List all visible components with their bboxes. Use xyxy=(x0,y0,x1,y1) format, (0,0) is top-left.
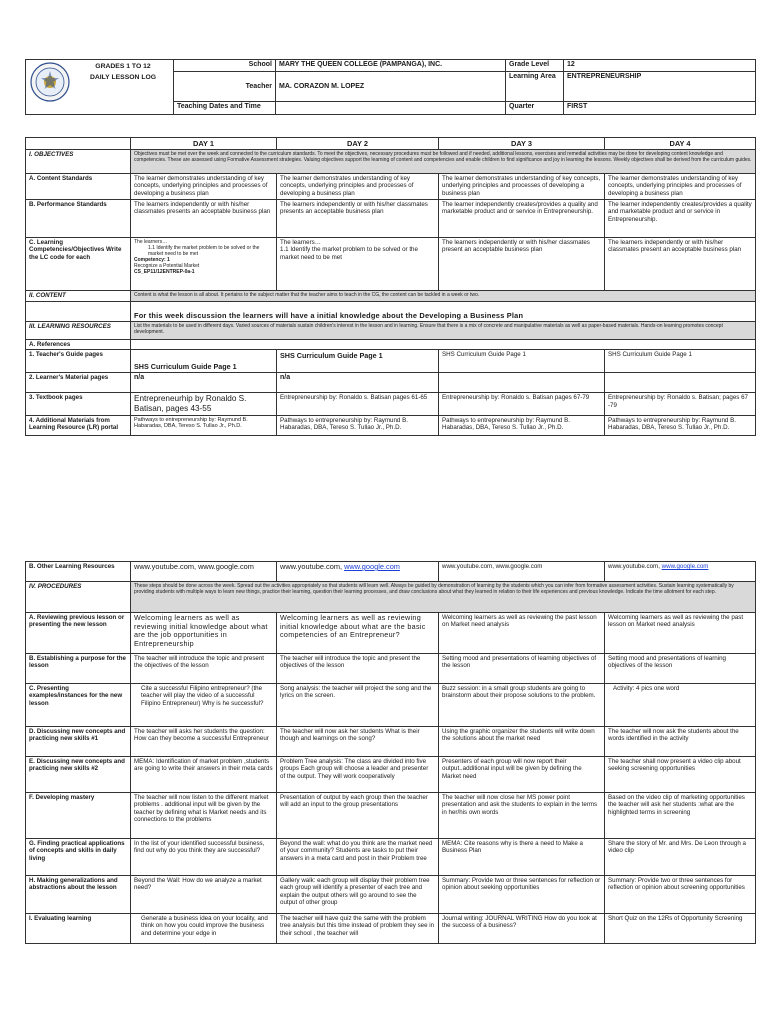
procedure-e-day2: Problem Tree analysis: The class are divided into five groups Each group will choose a leader and presenter of the output. They will work cooperatively xyxy=(277,757,439,793)
procedure-e-day1: MEMA: Identification of market problem ,students are going to write their answers in their meta cards xyxy=(131,757,277,793)
title-line-1: GRADES 1 TO 12 xyxy=(95,63,151,70)
learners-material-day4 xyxy=(605,373,756,393)
procedure-g-day2: Beyond the wall: what do you think are the market need of your community? Students are tasks to put their answers in a meta card and post in their Problem tree xyxy=(277,839,439,876)
procedure-b-day4: Setting mood and presentations of learning objectives of the lesson xyxy=(605,654,756,684)
quarter-value: FIRST xyxy=(564,102,756,115)
procedure-a-day4: Welcoming learners as well as reviewing the past lesson on Market need analysis xyxy=(605,613,756,654)
procedure-i-day4: Short Quiz on the 12Rs of Opportunity Screening xyxy=(605,914,756,944)
teachers-guide-day3: SHS Curriculum Guide Page 1 xyxy=(439,350,605,373)
procedure-f-day4: Based on the video clip of marketing opportunities the teacher will ask her students :what are the highlighted terms in screening xyxy=(605,793,756,839)
content-label: II. CONTENT xyxy=(26,291,131,302)
competencies-day2 xyxy=(277,238,439,291)
objectives-note: Objectives must be met over the week and connected to the curriculum standards. To meet the objectives, necessary procedures must be followed and if needed, additional lessons, exercises and remedial activities may be done for developing content knowledge and competencies. These are assessed using Formative Assessment strategies. Valuing objectives support the learning of content and competencies and enable children to find significance and joy in learning the lessons. Weekly objectives shall be derived from the curriculum guides. xyxy=(131,150,756,174)
teachers-guide-day1: SHS Curriculum Guide Page 1 xyxy=(131,350,277,373)
log-title xyxy=(26,60,174,115)
teachers-guide-day2: SHS Curriculum Guide Page 1 xyxy=(277,350,439,373)
content-standards-day4: The learner demonstrates understanding of key concepts, underlying principles and processes of developing a business plan xyxy=(605,174,756,200)
textbook-label: 3. Textbook pages xyxy=(26,393,131,415)
google-link-day2[interactable]: www.google.com xyxy=(344,562,400,571)
additional-materials-day3: Pathways to entrepreneurship by: Raymund B. Habaradas, DBA, Tereso S. Tullao Jr., Ph.D. xyxy=(439,415,605,435)
learning-area-label: Learning Area xyxy=(506,72,564,102)
content-standards-day3: The learner demonstrates understanding of key concepts, underlying principles and processes of developing a business plan xyxy=(439,174,605,200)
learners-material-label: 2. Learner's Material pages xyxy=(26,373,131,393)
teacher-label: Teacher xyxy=(174,72,276,102)
procedure-f-day1: The teacher will now listen to the different market problems . additional input will be given by the teacher by defining what is Market needs and its connections to the problems xyxy=(131,793,277,839)
day-header-3: DAY 3 xyxy=(439,138,605,150)
procedure-row xyxy=(26,793,756,839)
procedure-c-label: C. Presenting examples/instances for the new lesson xyxy=(26,684,131,727)
competencies-day1-item: 1.1 Identify the market problem to be solved or the market need to be met xyxy=(148,245,260,257)
dates-value xyxy=(276,102,506,115)
procedure-a-day3: Welcoming learners as well as reviewing the past lesson on Market need analysis xyxy=(439,613,605,654)
procedure-row xyxy=(26,757,756,793)
procedure-h-label: H. Making generalizations and abstractions about the lesson xyxy=(26,876,131,914)
procedures-note: These steps should be done across the week. Spread out the activities appropriately so that students will learn well. Always be guided by demonstration of learning by the students which you can infer from formative assessment activities. Sustain learning systematically by providing students with multiple ways to learn new things, practice their learning, question their learning processes, and draw conclusions about what they learned in relation to their life experiences and previous knowledge. Indicate the time allotment for each step. xyxy=(131,582,756,613)
competencies-day2-intro: The learners… xyxy=(280,239,321,246)
performance-standards-label: B. Performance Standards xyxy=(26,200,131,238)
learners-material-day1: n/a xyxy=(131,373,277,393)
other-resources-day1: www.youtube.com, www.google.com xyxy=(131,562,277,582)
competencies-day1-comp: Competency: 1 xyxy=(134,257,170,263)
procedure-f-label: F. Developing mastery xyxy=(26,793,131,839)
procedure-e-day3: Presenters of each group will now report their output..additional input will be given by defining the Market need xyxy=(439,757,605,793)
learners-material-day3 xyxy=(439,373,605,393)
content-headline-label-cell xyxy=(26,302,131,322)
procedure-d-day1: The teacher will asks her students the question: How can they become a successful Entrepreneur xyxy=(131,727,277,757)
procedure-h-day2: Gallery walk: each group will display their problem tree each group will identify a presenter of each tree and explain the output others will go around to see the output of other group xyxy=(277,876,439,914)
dates-label: Teaching Dates and Time xyxy=(174,102,276,115)
procedure-g-label: G. Finding practical applications of concepts and skills in daily living xyxy=(26,839,131,876)
textbook-day1: Entrepreneurhip by Ronaldo S. Batisan, pages 43-55 xyxy=(131,393,277,415)
other-resources-day2 xyxy=(277,562,439,582)
references-spacer xyxy=(131,340,756,350)
procedure-e-label: E. Discussing new concepts and practicing new skills #2 xyxy=(26,757,131,793)
procedure-d-day2: The teacher will now ask her students What is their though and learnings on the song? xyxy=(277,727,439,757)
procedure-g-day3: MEMA: Cite reasons why is there a need to Make a Business Plan xyxy=(439,839,605,876)
grade-value: 12 xyxy=(564,60,756,72)
procedure-a-day1: Welcoming learners as well as reviewing initial knowledge about what are the job opportunities in Entrepreneurship xyxy=(131,613,277,654)
google-link-day4[interactable]: www.google.com xyxy=(661,563,709,570)
procedure-e-day4: The teacher shall now present a video clip about seeking screening opportunities xyxy=(605,757,756,793)
quarter-label: Quarter xyxy=(506,102,564,115)
procedure-b-label: B. Establishing a purpose for the lesson xyxy=(26,654,131,684)
performance-standards-day2: The learners independently or with his/her classmates presents an acceptable business plan xyxy=(277,200,439,238)
procedure-row xyxy=(26,914,756,944)
performance-standards-day3: The learner independently creates/provides a quality and marketable product and or service in Entrepreneurship. xyxy=(439,200,605,238)
competencies-label: C. Learning Competencies/Objectives Write the LC code for each xyxy=(26,238,131,291)
procedure-g-day4: Share the story of Mr. and Mrs. De Leon through a video clip xyxy=(605,839,756,876)
teachers-guide-label: 1. Teacher's Guide pages xyxy=(26,350,131,373)
teacher-value: MA. CORAZON M. LOPEZ xyxy=(276,72,506,102)
procedure-h-day1: Beyond the Wall: How do we analyze a market need? xyxy=(131,876,277,914)
additional-materials-day1: Pathways to entrepreneurship by: Raymund B. Habaradas, DBA, Tereso S. Tullao Jr., Ph.D. xyxy=(131,415,277,435)
procedure-b-day1: The teacher will introduce the topic and present the objectives of the lesson xyxy=(131,654,277,684)
procedure-i-label: I. Evaluating learning xyxy=(26,914,131,944)
learning-area-value: ENTREPRENEURSHIP xyxy=(564,72,756,102)
references-label: A. References xyxy=(26,340,131,350)
content-headline: For this week discussion the learners will have a initial knowledge about the Developing a Business Plan xyxy=(131,302,756,322)
title-line-2: DAILY LESSON LOG xyxy=(89,74,157,81)
procedure-row xyxy=(26,684,756,727)
procedure-row xyxy=(26,654,756,684)
procedure-f-day3: The teacher will now close her MS power point presentation and ask the students to explain in the terms in her/his own words xyxy=(439,793,605,839)
grade-label: Grade Level xyxy=(506,60,564,72)
day-header-1: DAY 1 xyxy=(131,138,277,150)
learners-material-day2: n/a xyxy=(277,373,439,393)
competencies-day1-code: CS_EP11/12ENTREP-0a-1 xyxy=(134,269,195,275)
procedure-a-label: A. Reviewing previous lesson or presenting the new lesson xyxy=(26,613,131,654)
procedure-c-day2: Song analysis: the teacher will project the song and the lyrics on the screen. xyxy=(277,684,439,727)
competencies-day1-intro: The learners… xyxy=(134,239,168,245)
content-note: Content is what the lesson is all about. It pertains to the subject matter that the teacher aims to teach in the CG, the content can be tackled in a week or two. xyxy=(131,291,756,302)
textbook-day4: Entrepreneurship by: Ronaldo s. Batisan; pages 67 -79 xyxy=(605,393,756,415)
procedure-i-day2: The teacher will have quiz the same with the problem tree analysis but this time instead of problem they see in their school , the teacher will xyxy=(277,914,439,944)
procedure-d-day4: The teacher will now ask the students about the words identified in the activity xyxy=(605,727,756,757)
competencies-day3: The learners independently or with his/her classmates present an acceptable business plan xyxy=(439,238,605,291)
competencies-day1-recognize: Recognize a Potential Market xyxy=(134,263,200,269)
other-resources-label: B. Other Learning Resources xyxy=(26,562,131,582)
procedure-a-day2: Welcoming learners as well as reviewing initial knowledge about what are the basic competencies of an Entrepreneur? xyxy=(277,613,439,654)
competencies-day2-item: 1.1 Identify the market problem to be solved or the market need to be met xyxy=(280,246,418,261)
procedure-f-day2: Presentation of output by each group then the teacher will add an input to the group presentations xyxy=(277,793,439,839)
header-table xyxy=(25,59,756,115)
additional-materials-label: 4. Additional Materials from Learning Resource (LR) portal xyxy=(26,415,131,435)
additional-materials-day4: Pathways to entrepreneurship by: Raymund B. Habaradas, DBA, Tereso S. Tullao Jr., Ph.D. xyxy=(605,415,756,435)
day-header-4: DAY 4 xyxy=(605,138,756,150)
procedure-c-day1: Cite a successful Filipino entrepreneur? (the teacher will play the video of a successful Filipino Entrepreneur) Why is he successful? xyxy=(131,684,277,727)
procedure-i-day1: Generate a business idea on your locality, and think on how you could improve the business and determine your edge in xyxy=(131,914,277,944)
content-standards-day1: The learner demonstrates understanding of key concepts, underlying principles and processes of developing a business plan xyxy=(131,174,277,200)
other-resources-day4-youtube: www.youtube.com, xyxy=(608,563,662,570)
learning-resources-note: List the materials to be used in different days. Varied sources of materials sustain children's interest in the lesson and in learning. Ensure that there is a mix of concrete and manipulative materials as well as paper-based materials. Hands-on learning promotes concept development. xyxy=(131,322,756,340)
procedure-h-day4: Summary: Provide two or three sentences for reflection or opinion about screening opportunities xyxy=(605,876,756,914)
other-resources-day4 xyxy=(605,562,756,582)
procedure-b-day3: Setting mood and presentations of learning objectives of the lesson xyxy=(439,654,605,684)
learning-resources-label: III. LEARNING RESOURCES xyxy=(26,322,131,340)
content-standards-day2: The learner demonstrates understanding of key concepts, underlying principles and processes of developing a business plan xyxy=(277,174,439,200)
procedure-d-day3: Using the graphic organizer the students will write down the solutions about the market need xyxy=(439,727,605,757)
school-value: MARY THE QUEEN COLLEGE (PAMPANGA), INC. xyxy=(276,60,506,72)
performance-standards-day1: The learners independently or with his/her classmates presents an acceptable business plan xyxy=(131,200,277,238)
procedure-c-day4: Activity: 4 pics one word xyxy=(605,684,756,727)
procedure-h-day3: Summary: Provide two or three sentences for reflection or opinion about seeking opportunities xyxy=(439,876,605,914)
teachers-guide-day4: SHS Curriculum Guide Page 1 xyxy=(605,350,756,373)
procedure-i-day3: Journal writing: JOURNAL WRITING How do you look at the success of a business? xyxy=(439,914,605,944)
procedure-row xyxy=(26,876,756,914)
other-resources-day2-youtube: www.youtube.com, xyxy=(280,562,345,571)
procedure-row xyxy=(26,839,756,876)
textbook-day3: Entrepreneurship by: Ronaldo s. Batisan pages 67-79 xyxy=(439,393,605,415)
procedure-c-day3: Buzz session: in a small group students are going to brainstorm about their propose solutions to the problem. xyxy=(439,684,605,727)
other-resources-day3: www.youtube.com, www.google.com xyxy=(439,562,605,582)
day-header-2: DAY 2 xyxy=(277,138,439,150)
content-standards-label: A. Content Standards xyxy=(26,174,131,200)
procedure-g-day1: In the list of your identified successful business, find out why do you think they are successful? xyxy=(131,839,277,876)
procedure-row xyxy=(26,727,756,757)
procedure-row xyxy=(26,613,756,654)
objectives-label: I. OBJECTIVES xyxy=(26,150,131,174)
competencies-day4: The learners independently or with his/her classmates present an acceptable business plan xyxy=(605,238,756,291)
procedures-label: IV. PROCEDURES xyxy=(26,582,131,613)
procedure-b-day2: The teacher will introduce the topic and present the objectives of the lesson xyxy=(277,654,439,684)
competencies-day1 xyxy=(131,238,277,291)
textbook-day2: Entrepreneurship by: Ronaldo s. Batisan pages 61-65 xyxy=(277,393,439,415)
lesson-table-lower xyxy=(25,561,756,944)
lesson-table-upper xyxy=(25,137,756,436)
procedure-d-label: D. Discussing new concepts and practicing new skills #1 xyxy=(26,727,131,757)
day-header-empty xyxy=(26,138,131,150)
school-label: School xyxy=(174,60,276,72)
additional-materials-day2: Pathways to entrepreneurship by: Raymund B. Habaradas, DBA, Tereso S. Tullao Jr., Ph.D. xyxy=(277,415,439,435)
performance-standards-day4: The learner independently creates/provides a quality and marketable product and or service in Entrepreneurship. xyxy=(605,200,756,238)
